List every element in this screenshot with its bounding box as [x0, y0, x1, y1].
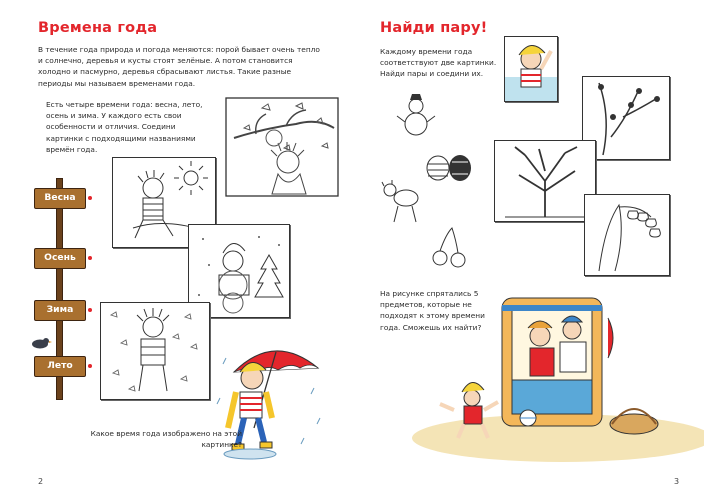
task-text: Есть четыре времени года: весна, лето, осень и зима. У каждого есть свои особенности и отличия. Соедини картинки с подходящими названиями времён года. — [46, 100, 203, 154]
connect-dot[interactable] — [88, 196, 92, 200]
bare-tree-picture — [494, 140, 596, 222]
intro-text: В течение года природа и погода меняются: порой бывает очень тепло и солнечно, деревья и кусты стоят зелёные. А потом становится холодно и пасмурно, деревья сбрасывают листья. Такие разные периоды мы называем временами года. — [38, 45, 320, 88]
autumn-picture — [100, 302, 210, 400]
connect-dot[interactable] — [88, 308, 92, 312]
season-sign-autumn: Осень — [34, 248, 86, 269]
cherries-icon — [430, 226, 470, 268]
autumn-tree-picture — [226, 98, 344, 202]
lily-valley-picture — [584, 194, 670, 276]
question-text: Какое время года изображено на этой картинке? — [90, 429, 242, 450]
season-sign-winter: Зима — [34, 300, 86, 321]
snowman-icon — [396, 94, 436, 142]
beach-scene-illustration — [412, 278, 702, 458]
page-title: Времена года — [38, 20, 158, 36]
connect-dot[interactable] — [88, 364, 92, 368]
season-sign-summer: Лето — [34, 356, 86, 377]
page-number: 2 — [38, 477, 44, 486]
summer-girl-picture — [504, 36, 558, 102]
right-page — [352, 0, 704, 500]
page-number: 3 — [674, 477, 680, 486]
hidden-items-text: На рисунке спрятались 5 предметов, которые не подходят к этому времени года. Сможешь их найти? — [380, 289, 485, 332]
connect-dot[interactable] — [88, 256, 92, 260]
page-title: Найди пару! — [380, 20, 488, 36]
easter-eggs-icon — [424, 150, 474, 184]
chestnut-figure-icon — [382, 180, 428, 224]
pairs-text: Каждому времени года соответствуют две картинки. Найди пары и соедини их. — [380, 47, 497, 79]
bird-icon — [28, 336, 52, 350]
season-sign-spring: Весна — [34, 188, 86, 209]
